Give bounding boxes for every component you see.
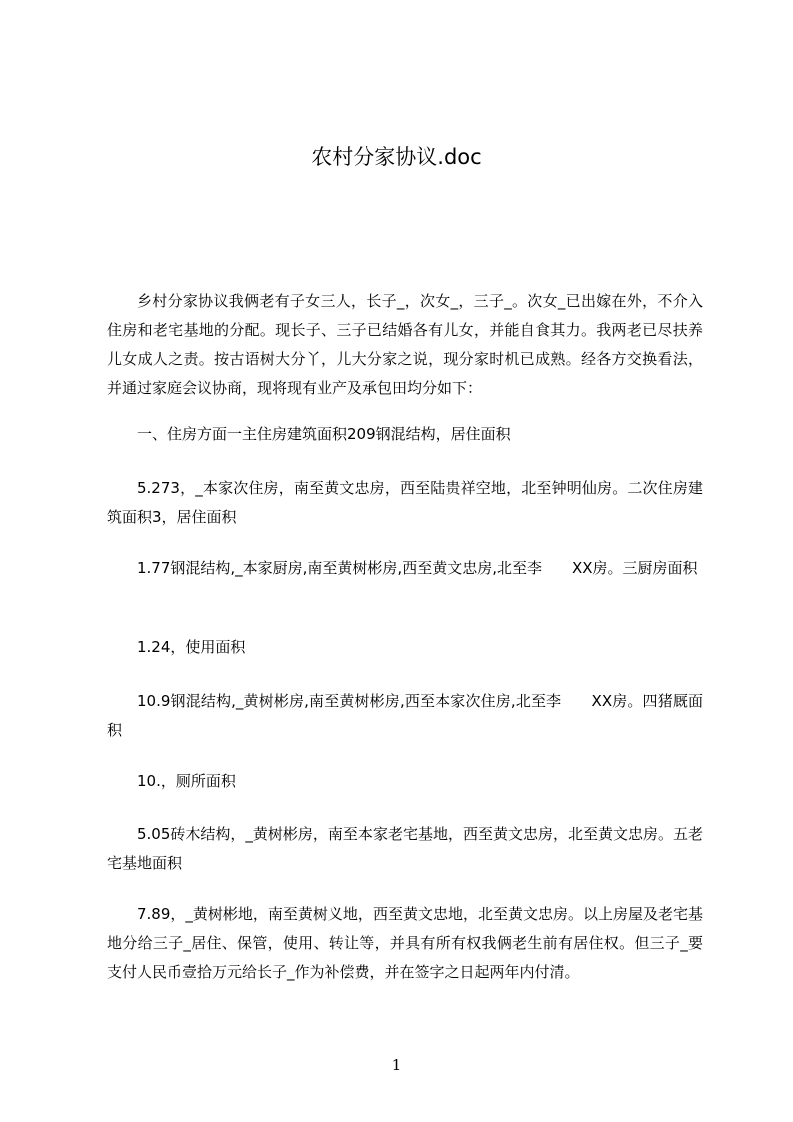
page-number: 1 [391,1056,402,1074]
paragraph-homestead: 5.05砖木结构，_黄树彬房，南至本家老宅基地，西至黄文忠房，北至黄文忠房。五老宅基地面积 [107,825,703,872]
paragraph-toilet: 10.，厕所面积 [137,772,236,790]
paragraph-use-area: 1.24，使用面积 [137,638,246,656]
document-title: 农村分家协议.doc [311,145,482,169]
paragraph-intro: 乡村分家协议我俩老有子女三人，长子_，次女_，三子_。次女_已出嫁在外，不介入住房和老宅基地的分配。现长子、三子已结婚各有儿女，并能自食其力。我两老已尽扶养儿女成人之责。按古语树大分丫，儿大分家之说，现分家时机已成熟。经各方交换看法，并通过家庭会议协商，现将现有业产及承包田均分如下： [107,292,703,397]
paragraph-kitchen: 1.77钢混结构,_本家厨房,南至黄树彬房,西至黄文忠房,北至李 XX房。三厨房面积 [137,559,698,577]
paragraph-allocation: 7.89，_黄树彬地，南至黄树义地，西至黄文忠地，北至黄文忠房。以上房屋及老宅基地分给三子_居住、保管，使用、转让等，并具有所有权我俩老生前有居住权。但三子_要支付人民币壹拾万元给长子_作为补偿费，并在签字之日起两年内付清。 [107,905,703,981]
paragraph-secondary-housing: 5.273，_本家次住房，南至黄文忠房，西至陆贵祥空地，北至钟明仙房。二次住房建筑面积3，居住面积 [107,479,703,526]
paragraph-pigsty: 10.9钢混结构,_黄树彬房,南至黄树彬房,西至本家次住房,北至李 XX房。四猪厩面积 [107,692,703,739]
paragraph-housing-main: 一、住房方面一主住房建筑面积209钢混结构，居住面积 [137,425,511,443]
